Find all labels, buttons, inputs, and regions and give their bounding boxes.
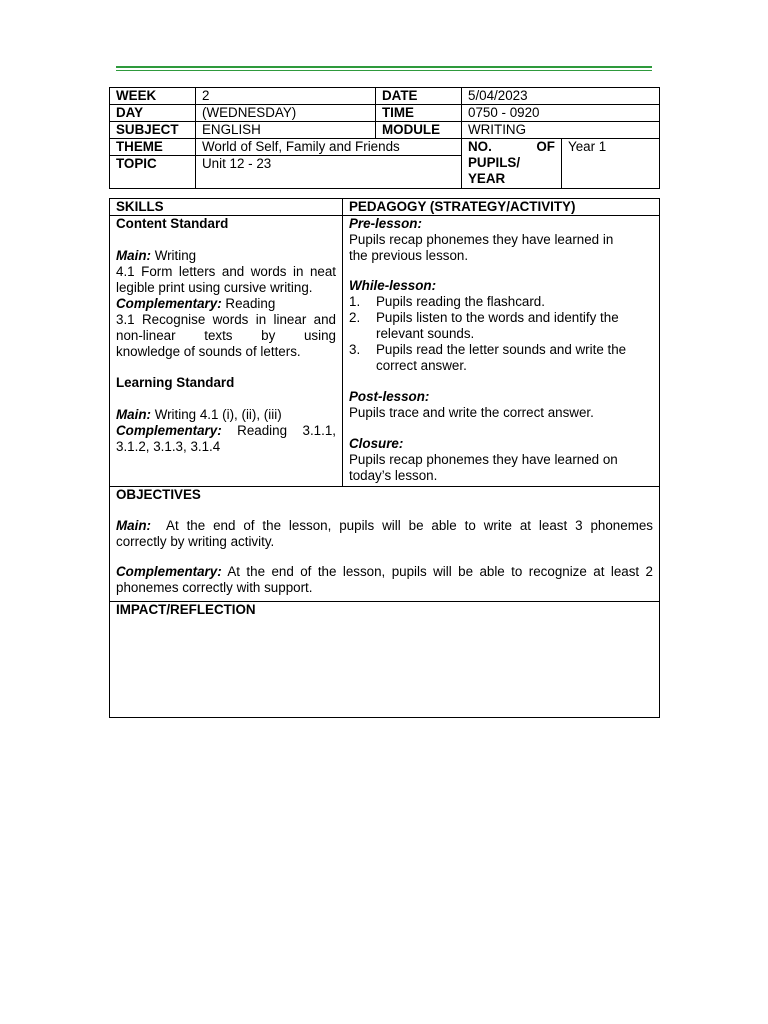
- objective-main-text-2: correctly by writing activity.: [116, 534, 275, 549]
- post-lesson-text: Pupils trace and write the correct answer.: [349, 405, 594, 420]
- list-item-text: Pupils listen to the words and identify the: [376, 310, 619, 325]
- skills-cell: [110, 216, 343, 487]
- ls-comp: [116, 423, 336, 439]
- objective-comp-text-2: phonemes correctly with support.: [116, 580, 313, 595]
- date-label: DATE: [376, 88, 462, 105]
- impact-cell: [110, 602, 660, 718]
- list-item-text: Pupils read the letter sounds and write the: [376, 342, 627, 357]
- while-lesson-label: While-lesson:: [349, 278, 437, 293]
- skills-pedagogy-row: [110, 216, 660, 487]
- pupils-year-label: [462, 139, 562, 189]
- list-item: [349, 294, 653, 310]
- comp-skill-desc-1: 3.1 Recognise words in linear and: [116, 312, 336, 327]
- list-item: [349, 310, 653, 342]
- impact-row: [110, 602, 660, 718]
- objective-main-text-1: At the end of the lesson, pupils will be able to write at least 3 phonemes: [150, 518, 653, 533]
- closure-text-1: Pupils recap phonemes they have learned on: [349, 452, 618, 467]
- week-row: [110, 88, 660, 105]
- post-lesson-label: Post-lesson:: [349, 389, 430, 404]
- comp-skill-desc-3: knowledge of sounds of letters.: [116, 344, 301, 359]
- list-item-text-cont: relevant sounds.: [376, 326, 475, 341]
- ls-comp-value-1: Reading 3.1.1,: [221, 423, 336, 438]
- pedagogy-header: PEDAGOGY (STRATEGY/ACTIVITY): [343, 199, 660, 216]
- list-item: [349, 342, 653, 374]
- learning-standard-heading: Learning Standard: [116, 375, 235, 390]
- header-rule: [116, 66, 652, 71]
- objective-main-line-1: [116, 518, 653, 534]
- date-value: 5/04/2023: [462, 88, 660, 105]
- section-header-row: [110, 199, 660, 216]
- subject-row: [110, 122, 660, 139]
- ls-main-label: Main:: [116, 407, 151, 422]
- subject-label: SUBJECT: [110, 122, 196, 139]
- module-value: WRITING: [462, 122, 660, 139]
- module-label: MODULE: [376, 122, 462, 139]
- theme-value: World of Self, Family and Friends: [196, 139, 462, 156]
- pupils-label: PUPILS/: [468, 155, 521, 170]
- comp-skill: [116, 296, 336, 312]
- pre-lesson-text-1: Pupils recap phonemes they have learned in: [349, 232, 614, 247]
- time-value: 0750 - 0920: [462, 105, 660, 122]
- main-skill-value: Writing: [150, 248, 197, 263]
- day-label: DAY: [110, 105, 196, 122]
- year-value: Year 1: [562, 139, 660, 189]
- topic-value: Unit 12 - 23: [196, 156, 462, 189]
- objective-comp-label: Complementary:: [116, 564, 222, 579]
- closure-label: Closure:: [349, 436, 404, 451]
- objectives-header: OBJECTIVES: [116, 487, 201, 502]
- objective-main-label: Main:: [116, 518, 151, 533]
- lesson-info-table: [109, 87, 660, 189]
- objective-comp-line-1: [116, 564, 653, 580]
- subject-value: ENGLISH: [196, 122, 376, 139]
- comp-skill-label: Complementary:: [116, 296, 222, 311]
- main-skill-desc-1: 4.1 Form letters and words in neat: [116, 264, 336, 279]
- pedagogy-cell: [343, 216, 660, 487]
- list-item-number: 3.: [349, 342, 361, 357]
- week-value: 2: [196, 88, 376, 105]
- of-label: OF: [536, 139, 555, 154]
- comp-skill-desc-2: non-linear texts by using: [116, 328, 336, 343]
- impact-header: IMPACT/REFLECTION: [116, 602, 256, 617]
- ls-main: [116, 407, 336, 423]
- week-label: WEEK: [110, 88, 196, 105]
- topic-label: TOPIC: [110, 156, 196, 189]
- ls-comp-value-2: 3.1.2, 3.1.3, 3.1.4: [116, 439, 221, 454]
- ls-comp-label: Complementary:: [116, 423, 222, 438]
- objective-comp-text-1: At the end of the lesson, pupils will be able to recognize at least 2: [221, 564, 653, 579]
- ls-main-value: Writing 4.1 (i), (ii), (iii): [150, 407, 282, 422]
- no-label: NO.: [468, 139, 492, 154]
- closure-text-2: today’s lesson.: [349, 468, 438, 483]
- year-label: YEAR: [468, 171, 506, 186]
- comp-skill-value: Reading: [221, 296, 276, 311]
- list-item-text-cont: correct answer.: [376, 358, 467, 373]
- day-value: (WEDNESDAY): [196, 105, 376, 122]
- pre-lesson-text-2: the previous lesson.: [349, 248, 469, 263]
- day-row: [110, 105, 660, 122]
- lesson-content-table: [109, 198, 660, 718]
- theme-row: [110, 139, 660, 156]
- main-skill-desc-2: legible print using cursive writing.: [116, 280, 313, 295]
- skills-header: SKILLS: [110, 199, 343, 216]
- objectives-row: [110, 487, 660, 602]
- theme-label: THEME: [110, 139, 196, 156]
- list-item-number: 2.: [349, 310, 361, 325]
- list-item-number: 1.: [349, 294, 361, 309]
- objectives-cell: [110, 487, 660, 602]
- while-lesson-list: [349, 294, 653, 374]
- pre-lesson-label: Pre-lesson:: [349, 216, 422, 231]
- main-skill: [116, 248, 336, 264]
- content-standard-heading: Content Standard: [116, 216, 229, 231]
- main-skill-label: Main:: [116, 248, 151, 263]
- time-label: TIME: [376, 105, 462, 122]
- list-item-text: Pupils reading the flashcard.: [376, 294, 545, 309]
